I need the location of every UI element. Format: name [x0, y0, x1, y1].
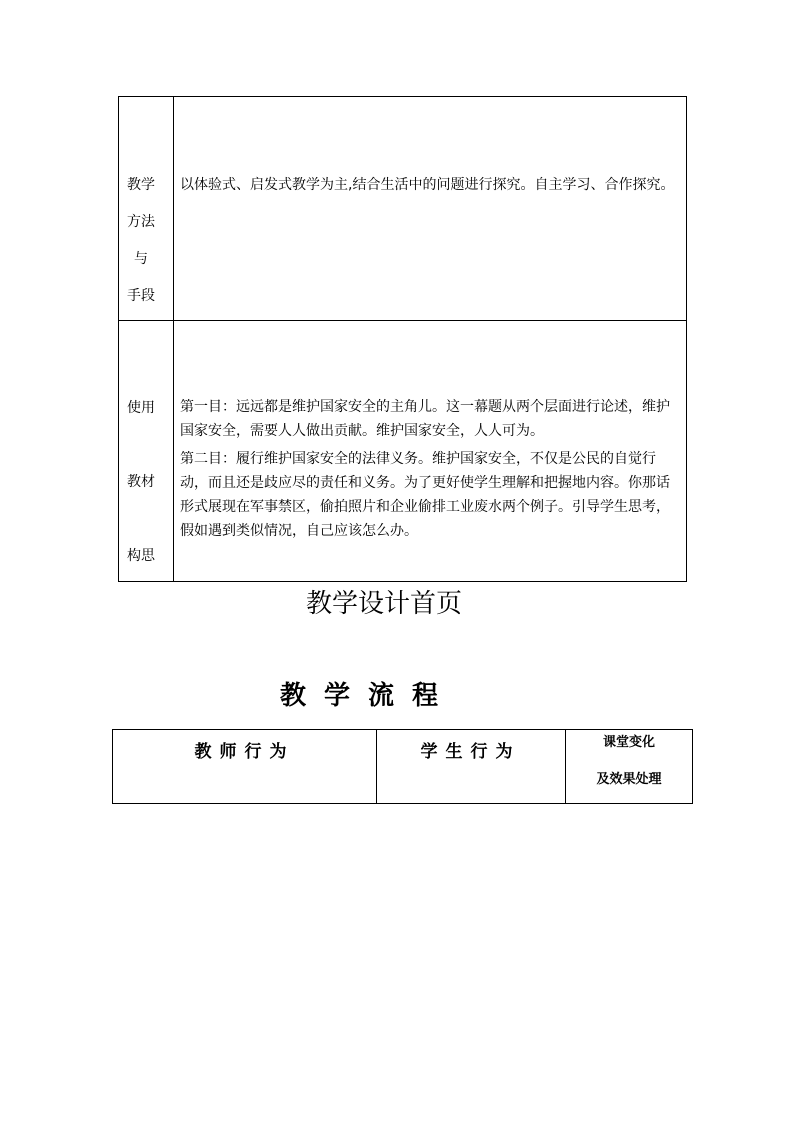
section-title: 教学流程 [279, 681, 456, 711]
table-divider [119, 320, 686, 321]
method-label-line-1: 教学 [127, 177, 155, 193]
teaching-flow-table [112, 729, 693, 804]
method-label-line-4: 手段 [127, 288, 155, 304]
table-divider [376, 730, 377, 803]
method-label-line-3: 与 [134, 251, 148, 267]
teacher-behavior-header: 教师行为 [194, 742, 295, 762]
material-label-line-1: 使用 [127, 400, 155, 416]
material-label-line-2: 教材 [127, 474, 155, 490]
student-behavior-header: 学生行为 [420, 742, 521, 762]
method-content: 以体验式、启发式教学为主,结合生活中的问题进行探究。自主学习、合作探究。 [180, 177, 675, 193]
page-title: 教学设计首页 [305, 589, 462, 619]
method-label-line-2: 方法 [127, 214, 155, 230]
material-paragraph-1: 第一目：远远都是维护国家安全的主角儿。这一幕题从两个层面进行论述，维护国家安全，需要人人做出贡献。维护国家安全，人人可为。 [180, 399, 670, 439]
teaching-method-table [118, 96, 687, 582]
effect-handling-header: 及效果处理 [596, 772, 662, 787]
material-content [180, 395, 682, 543]
material-paragraph-2: 第二目：履行维护国家安全的法律义务。维护国家安全，不仅是公民的自觉行动，而且还是歧应尽的责任和义务。为了更好使学生理解和把握地内容。你那话形式展现在军事禁区，偷拍照片和企业偷排工业废水两个例子。引导学生思考，假如遇到类似情况，自己应该怎么办。 [180, 451, 670, 539]
material-label-line-3: 构思 [127, 548, 155, 564]
table-divider [173, 97, 174, 581]
classroom-change-header: 课堂变化 [602, 735, 655, 750]
